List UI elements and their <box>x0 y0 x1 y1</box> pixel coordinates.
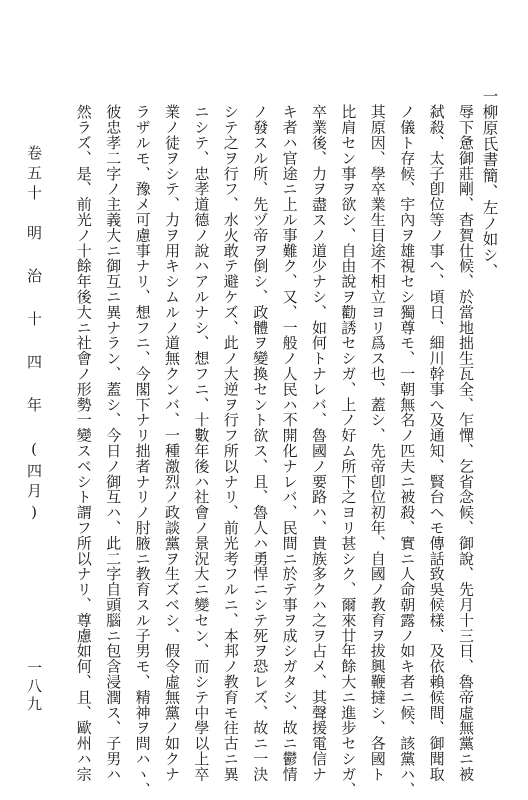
page-number: 一八九 <box>25 660 43 714</box>
text-line: ノ儀ト存候、宇內ヲ雄視セシ獨尊モ、一朝無名ノ匹夫ニ被殺、實ニ人命朝露ノ如キ者ニ候、該黨ハ、 <box>398 104 417 797</box>
text-line: キ者ハ官途ニ上ル事難ク、又、一般ノ人民ハ不開化ナレバ、民間ニ於テ事ヲ成シガタシ、故ニ鬱情 <box>280 104 299 782</box>
text-line: ノ發スル所、先ヅ帝ヲ倒シ、政體ヲ變換セント欲ス、且、魯人ハ勇悍ニシテ死ヲ恐レズ、故ニ一決 <box>251 104 270 782</box>
text-line: 辱下惫御莊剛、杳賀仕候、於當地拙生瓦全、乍憚、乞省念候、御說、先月十三日、魯帝虛無黨ニ被 <box>457 104 475 782</box>
text-line: ニシテ、忠孝道德ノ說ハアルナシ、想フニ、十數年後ハ社會ノ景況大ニ變セン、而シテ中學以上卒 <box>192 104 211 782</box>
text-line: 業ノ徒ヲシテ、力ヲ用キシムルノ道無クンバ、一種激烈ノ政談黨ヲ生ズベシ、假令虛無黨ノ如クナ <box>163 104 181 782</box>
text-line: シテ之ヲ行フ、水火敢テ避ケズ、此ノ大逆ヲ行フ所以ナリ、前光考フルニ、本邦ノ教育モ往古ニ異 <box>221 104 240 782</box>
text-line: 弑殺、太子卽位等ノ事へ、頃日、細川幹事へ及通知、賢台ヘモ傳話致吳候樣、及依賴候間、御聞取 <box>427 104 446 782</box>
text-line: ラザルモ、豫メ可慮事ナリ、想フニ、今閣下ナリ拙者ナリノ肘腋ニ教育スル子男モ、精神ヲ問ハヽ、 <box>133 104 152 797</box>
text-line: 彼忠孝二字ノ主義大ニ御互ニ異ナラン、蓋シ、今日ノ御互ハ、此二字自頭腦ニ包含浸潤ス、子男ハ <box>104 104 123 782</box>
text-line: 然ラズ、是、前光ノ十餘年後大ニ社會ノ形勢一變スベシト謂フ所以ナリ、尊慮如何、且、歐州ハ宗 <box>74 104 93 782</box>
letter-heading: 一柳原氏書簡、左ノ如シ、 <box>480 88 499 279</box>
text-line: 比肩セン事ヲ欲シ、自由說ヲ勸誘セシガ、上ノ好ム所下之ヨリ甚シク、爾來廿年餘大ニ進步セシガ、 <box>339 104 358 797</box>
text-line: 其原因、學卒業生目途不相立ヨリ爲ス也、蓋シ、先帝卽位初年、自國ノ教育ヲ拔興鞭撻シ、各國ト <box>368 104 387 782</box>
text-line: 卒業後、力ヲ盡スノ道少ナシ、如何トナレバ、魯國ノ要路ハ、貴族多クハ之ヲ占メ、其聲援電信ナ <box>310 104 328 782</box>
running-header: 卷五十 明 治 十 四 年 (四月) <box>25 145 43 526</box>
